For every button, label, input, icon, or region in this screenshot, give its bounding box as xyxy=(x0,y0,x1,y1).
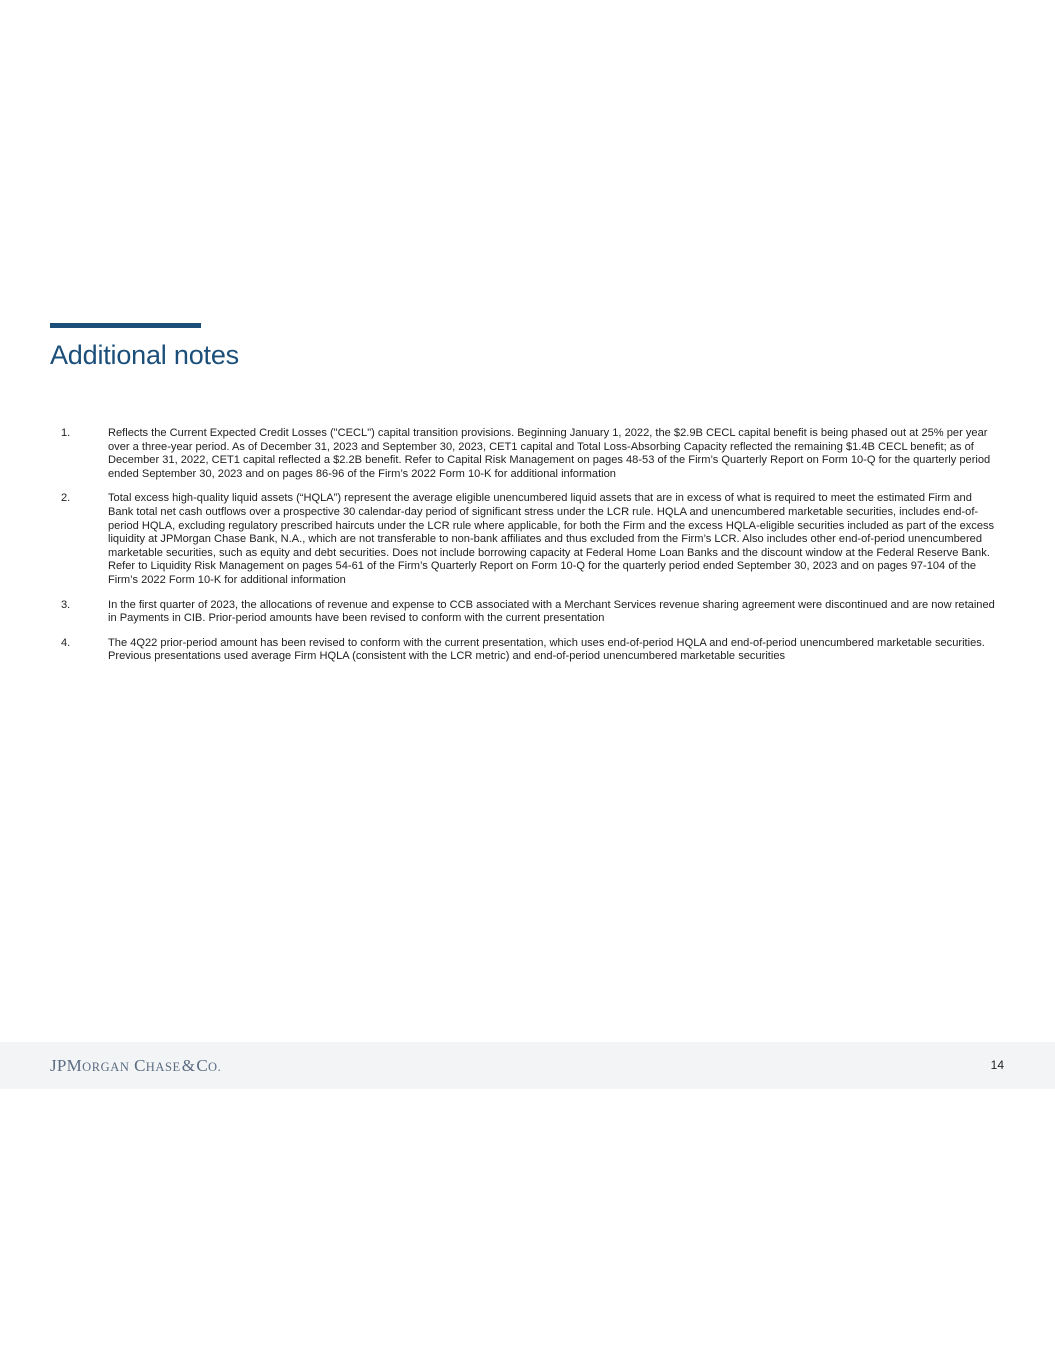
page-title: Additional notes xyxy=(50,340,239,370)
note-text: Reflects the Current Expected Credit Losses ("CECL") capital transition provisions. Beginning January 1, 2022, the $2.9B CECL capital benefit is being phased out at 25% per year over a three-year period. As of December 31, 2023 and September 30, 2023, CET1 capital and Total Loss-Absorbing Capacity reflected the remaining $1.4B CECL benefit; as of December 31, 2022, CET1 capital reflected a $2.2B benefit. Refer to Capital Risk Management on pages 48-53 of the Firm’s Quarterly Report on Form 10-Q for the quarterly period ended September 30, 2023 and on pages 86-96 of the Firm’s 2022 Form 10-K for additional information xyxy=(108,427,991,480)
note-text: The 4Q22 prior-period amount has been revised to conform with the current presentation, which uses end-of-period HQLA and end-of-period unencumbered marketable securities. Previous presentations used average Firm HQLA (consistent with the LCR metric) and end-of-period unencumbered marketable securities xyxy=(108,636,985,663)
logo-m: M xyxy=(66,1056,83,1075)
note-text: In the first quarter of 2023, the allocations of revenue and expense to CCB associated with a Merchant Services revenue sharing agreement were discontinued and are now retained in Payments in CIB. Prior-period amounts have been revised to conform with the current presentation xyxy=(108,598,995,625)
page-number: 14 xyxy=(990,1058,1004,1072)
note-number: 2. xyxy=(61,492,71,505)
logo-ampersand: & xyxy=(181,1056,196,1075)
title-accent-bar xyxy=(50,323,201,328)
notes-list xyxy=(0,427,1055,675)
logo-co-o: O. xyxy=(207,1060,222,1074)
logo-c: C xyxy=(134,1056,146,1075)
logo-jp: JP xyxy=(50,1056,67,1075)
note-number: 3. xyxy=(61,598,71,611)
logo-co-c: C xyxy=(196,1056,208,1075)
note-number: 4. xyxy=(61,636,71,649)
note-item xyxy=(0,637,1055,664)
logo-organ: ORGAN xyxy=(82,1060,130,1074)
note-item xyxy=(0,492,1055,587)
note-text: Total excess high-quality liquid assets (“HQLA”) represent the average eligible unencumbered liquid assets that are in excess of what is required to meet the estimated Firm and Bank total net cash outflows over a prospective 30 calendar-day period of significant stress under the LCR rule. HQLA and unencumbered marketable securities, includes end-of-period HQLA, excluding regulatory prescribed haircuts under the LCR rule where applicable, for both the Firm and the excess HQLA-eligible securities included as part of the excess liquidity at JPMorgan Chase Bank, N.A., which are not transferable to non-bank affiliates and thus excluded from the Firm’s LCR. Also includes other end-of-period unencumbered marketable securities, such as equity and debt securities. Does not include borrowing capacity at Federal Home Loan Banks and the discount window at the Federal Reserve Bank. Refer to Liquidity Risk Management on pages 54-61 of the Firm’s Quarterly Report on Form 10-Q for the quarterly period ended September 30, 2023 and on pages 97-104 of the Firm’s 2022 Form 10-K for additional information xyxy=(108,492,995,586)
note-item xyxy=(0,427,1055,481)
logo-hase: HASE xyxy=(145,1060,181,1074)
note-item xyxy=(0,599,1055,626)
page-footer xyxy=(0,1042,1055,1089)
jpmorgan-chase-logo xyxy=(50,1056,221,1076)
note-number: 1. xyxy=(61,427,71,439)
